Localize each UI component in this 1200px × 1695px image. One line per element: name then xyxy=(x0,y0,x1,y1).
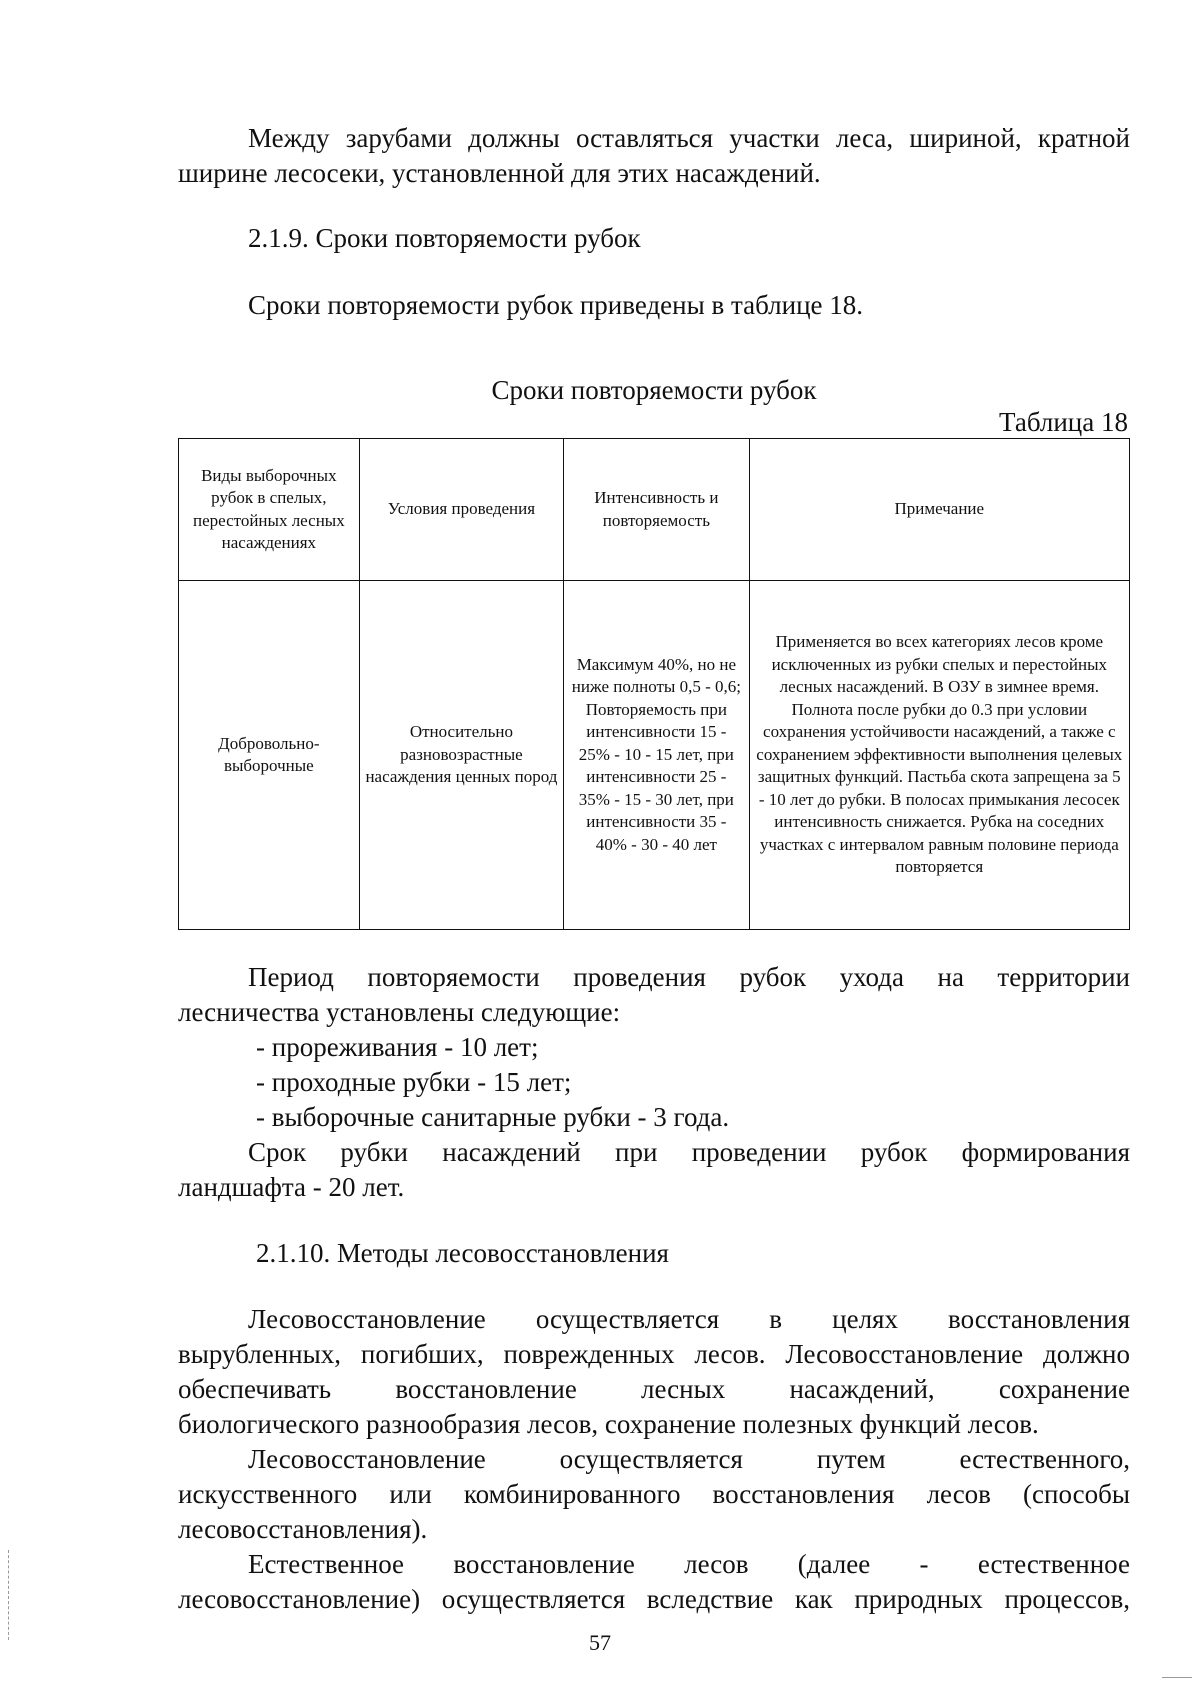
landscape-line-2: ландшафта - 20 лет. xyxy=(178,1172,405,1202)
p2-line-3: лесовосстановления). xyxy=(178,1514,428,1544)
p2-line-1: Лесовосстановление осуществляется путем естественного, xyxy=(248,1444,1130,1474)
cell-note: Применяется во всех категориях лесов кроме исключенных из рубки спелых и перестойных лесных насаждений. В ОЗУ в зимнее время. Полнота после рубки до 0.3 при условии сохранения устойчивости насаждений, а также с сохранением эффективности выполнения целевых защитных функций. Пастьба скота запрещена за 5 - 10 лет до рубки. В полосах примыкания лесосек интенсивность снижается. Рубка на соседних участках с интервалом равным половине периода повторяется xyxy=(749,581,1129,930)
header-cutting-type: Виды выборочных рубок в спелых, перестойных лесных насаждениях xyxy=(179,439,360,581)
scan-corner-mark xyxy=(1162,1677,1192,1678)
header-note: Примечание xyxy=(749,439,1129,581)
p1-line-2: вырубленных, погибших, поврежденных лесов. Лесовосстановление должно xyxy=(178,1339,1130,1369)
cell-conditions: Относительно разновозрастные насаждения ценных пород xyxy=(359,581,563,930)
p1-line-3: обеспечивать восстановление лесных насаждений, сохранение xyxy=(178,1374,1130,1404)
list-item: - выборочные санитарные рубки - 3 года. xyxy=(256,1102,730,1132)
cell-cutting-type: Добровольно-выборочные xyxy=(179,581,360,930)
p3-line-2: лесовосстановление) осуществляется вследствие как природных процессов, xyxy=(178,1584,1130,1614)
section-219-text: Сроки повторяемости рубок приведены в таблице 18. xyxy=(248,290,864,320)
scan-edge-mark xyxy=(8,1550,11,1640)
intro-line-1: Между зарубами должны оставляться участки леса, шириной, кратной xyxy=(248,123,1130,153)
cell-intensity: Максимум 40%, но не ниже полноты 0,5 - 0,6; Повторяемость при интенсивности 15 - 25% - 10 - 15 лет, при интенсивности 25 - 35% - 15 - 30 лет, при интенсивности 35 - 40% - 30 - 40 лет xyxy=(564,581,749,930)
list-item: - прореживания - 10 лет; xyxy=(256,1032,539,1062)
p1-line-1: Лесовосстановление осуществляется в целях восстановления xyxy=(248,1304,1130,1334)
landscape-line-1: Срок рубки насаждений при проведении рубок формирования xyxy=(248,1137,1130,1167)
table-header-row xyxy=(179,439,1130,581)
header-conditions: Условия проведения xyxy=(359,439,563,581)
p1-line-4: биологического разнообразия лесов, сохранение полезных функций лесов. xyxy=(178,1409,1039,1439)
period-line-1: Период повторяемости проведения рубок ухода на территории xyxy=(248,962,1130,992)
section-heading-219: 2.1.9. Сроки повторяемости рубок xyxy=(248,223,641,253)
repeat-cutting-table xyxy=(178,438,1130,930)
table-row xyxy=(179,581,1130,930)
p2-line-2: искусственного или комбинированного восстановления лесов (способы xyxy=(178,1479,1130,1509)
header-intensity: Интенсивность и повторяемость xyxy=(564,439,749,581)
period-line-2: лесничества установлены следующие: xyxy=(178,997,621,1027)
page-number: 57 xyxy=(589,1630,611,1655)
table-label: Таблица 18 xyxy=(999,407,1128,437)
list-item: - проходные рубки - 15 лет; xyxy=(256,1067,572,1097)
p3-line-1: Естественное восстановление лесов (далее - естественное xyxy=(248,1549,1130,1579)
table-title: Сроки повторяемости рубок xyxy=(491,375,817,405)
intro-line-2: ширине лесосеки, установленной для этих насаждений. xyxy=(178,158,821,188)
section-heading-2110: 2.1.10. Методы лесовосстановления xyxy=(256,1238,669,1268)
